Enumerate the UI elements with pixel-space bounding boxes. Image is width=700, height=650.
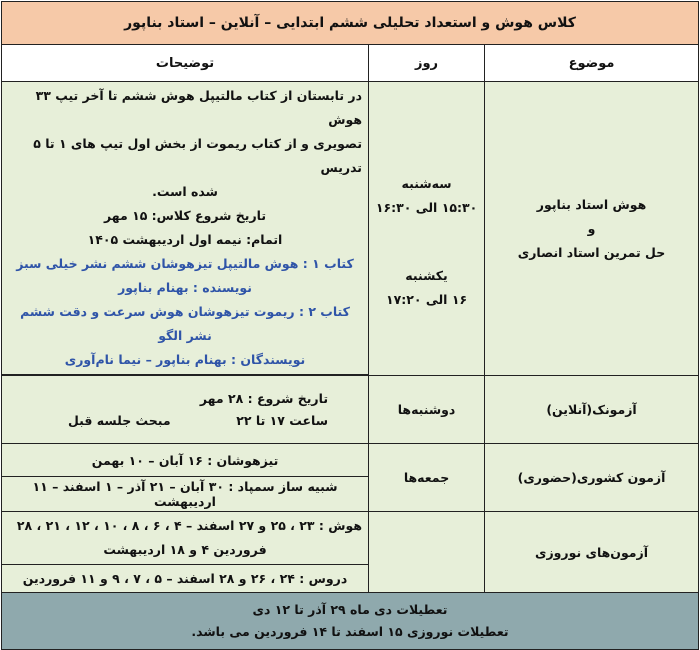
nowruz-exam-subject: آزمون‌های نوروزی bbox=[485, 512, 699, 593]
header-day: روز bbox=[369, 45, 485, 82]
class-day1-time: ۱۵:۳۰ الی ۱۶:۳۰ bbox=[375, 200, 478, 216]
national-exam-day: جمعه‌ها bbox=[369, 444, 485, 512]
quiz-time: ساعت ۱۷ تا ۲۲ bbox=[236, 412, 329, 428]
quiz-start-date: تاریخ شروع : ۲۸ مهر bbox=[199, 390, 329, 406]
quiz-row bbox=[2, 376, 699, 444]
class-description-cell bbox=[2, 82, 369, 375]
book1-author: نویسنده : بهنام بناپور bbox=[118, 280, 252, 295]
national-exam-sampad: شبیه ساز سمپاد : ۳۰ آبان – ۲۱ آذر – ۱ اسفند – ۱۱ اردیبهشت bbox=[2, 477, 369, 512]
class-subject-line2: و bbox=[587, 220, 596, 236]
national-exam-row bbox=[2, 444, 699, 477]
holiday-nowruz: تعطیلات نوروزی ۱۵ اسفند تا ۱۴ فروردین می باشد. bbox=[191, 624, 509, 639]
table-title: کلاس هوش و استعداد تحلیلی ششم ابتدایی – آنلاین – استاد بناپور bbox=[2, 2, 699, 45]
class-day2-name: یکشنبه bbox=[405, 268, 448, 284]
class-row bbox=[2, 82, 699, 375]
header-subject: موضوع bbox=[485, 45, 699, 82]
class-day-cell bbox=[369, 82, 485, 375]
header-row bbox=[2, 45, 699, 82]
national-exam-gifted: تیزهوشان : ۱۶ آبان – ۱۰ بهمن bbox=[2, 444, 369, 477]
quiz-topic: مبحث جلسه قبل bbox=[68, 412, 171, 428]
book2-authors: نویسندگان : بهنام بناپور – نیما نام‌آوری bbox=[64, 352, 306, 367]
title-row bbox=[2, 2, 699, 45]
nowruz-exam-iq-cell bbox=[2, 512, 369, 565]
schedule-table bbox=[1, 1, 699, 650]
quiz-day: دوشنبه‌ها bbox=[369, 376, 485, 444]
nowruz-exam-row bbox=[2, 512, 699, 565]
class-subject-line3: حل تمرین استاد انصاری bbox=[517, 244, 666, 260]
quiz-subject: آزمونک(آنلاین) bbox=[485, 376, 699, 444]
class-end-date: اتمام: نیمه اول اردیبهشت ۱۴۰۵ bbox=[87, 232, 283, 247]
class-subject-line1: هوش استاد بناپور bbox=[536, 196, 647, 212]
nowruz-exam-day bbox=[369, 512, 485, 593]
class-subject-cell bbox=[485, 82, 699, 376]
book2-title: کتاب ۲ : ریموت تیزهوشان هوش سرعت و دقت ششم نشر الگو bbox=[20, 304, 350, 343]
class-start-date: تاریخ شروع کلاس: ۱۵ مهر bbox=[103, 208, 267, 223]
header-description: توضیحات bbox=[2, 45, 369, 82]
class-desc-line: شده است. bbox=[152, 184, 218, 199]
class-desc-line: تصویری و از کتاب ریموت از بخش اول تیپ های ۱ تا ۵ تدریس bbox=[33, 136, 363, 175]
national-exam-subject: آزمون کشوری(حضوری) bbox=[485, 444, 699, 512]
class-day2-time: ۱۶ الی ۱۷:۲۰ bbox=[385, 292, 468, 308]
holidays-cell bbox=[2, 593, 699, 650]
nowruz-exam-courses: دروس : ۲۴ ، ۲۶ و ۲۸ اسفند – ۵ ، ۷ ، ۹ و ۱۱ فروردین bbox=[2, 565, 369, 593]
holidays-row bbox=[2, 593, 699, 650]
class-day1-name: سه‌شنبه bbox=[401, 176, 452, 192]
book1-title: کتاب ۱ : هوش مالتیپل تیزهوشان ششم نشر خیلی سبز bbox=[16, 256, 354, 271]
class-desc-line: در تابستان از کتاب مالتیپل هوش ششم تا آخر تیپ ۳۳ هوش bbox=[35, 88, 363, 127]
quiz-description-cell bbox=[2, 376, 369, 444]
nowruz-exam-iq-line2: فروردین ۴ و ۱۸ اردیبهشت bbox=[103, 542, 267, 557]
nowruz-exam-iq-line1: هوش : ۲۳ ، ۲۵ و ۲۷ اسفند – ۴ ، ۶ ، ۸ ، ۱۰ ، ۱۲ ، ۲۱ ، ۲۸ bbox=[16, 518, 363, 533]
holiday-dey: تعطیلات دی ماه ۲۹ آذر تا ۱۲ دی bbox=[252, 602, 448, 617]
